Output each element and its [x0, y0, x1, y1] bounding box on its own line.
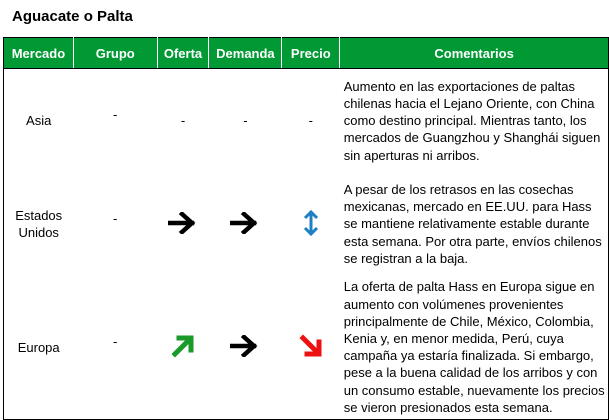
header-oferta: Oferta — [157, 38, 209, 69]
precio-cell — [282, 276, 340, 420]
arrow-up-right-icon — [171, 334, 195, 358]
table-row — [4, 276, 609, 420]
header-grupo: Grupo — [73, 38, 157, 69]
comment-cell: Aumento en las exportaciones de paltas chilenas hacia el Lejano Oriente, con China como destino principal. Mientras tanto, los mercados de Guangzhou y Shanghái siguen sin aperturas ni arribos. — [340, 69, 609, 173]
demanda-cell — [209, 69, 282, 173]
market-cell: Asia — [4, 69, 74, 173]
arrow-right-icon — [168, 212, 198, 234]
grupo-dash: - — [113, 210, 118, 226]
header-demanda: Demanda — [209, 38, 282, 69]
header-comentarios: Comentarios — [340, 38, 609, 69]
precio-cell — [282, 69, 340, 173]
comment-cell: A pesar de los retrasos en las cosechas mexicanas, mercado en EE.UU. para Hass se mantiene relativamente estable durante esta semana. Por otra parte, envíos chilenos se registran a la baja. — [340, 173, 609, 276]
market-cell: Estados Unidos — [4, 173, 74, 276]
oferta-cell — [157, 276, 209, 420]
table-header-row — [4, 38, 609, 69]
header-mercado: Mercado — [4, 38, 74, 69]
market-table — [3, 37, 609, 420]
demanda-dash: - — [243, 113, 248, 129]
grupo-cell — [73, 173, 157, 276]
market-cell: Europa — [4, 276, 74, 420]
arrow-up-down-icon — [303, 210, 319, 236]
precio-cell — [282, 173, 340, 276]
arrow-down-right-icon — [299, 334, 323, 358]
demanda-cell — [209, 173, 282, 276]
table-row — [4, 173, 609, 276]
arrow-right-icon — [230, 335, 260, 357]
oferta-cell — [157, 173, 209, 276]
grupo-dash: - — [113, 333, 118, 349]
grupo-cell — [73, 276, 157, 420]
comment-cell: La oferta de palta Hass en Europa sigue en aumento con volúmenes provenientes principalmente de Chile, México, Colombia, Kenia y, en menor medida, Perú, cuya campaña ya estaría finalizada. Si embargo, pese a la buena calidad de los arribos y con un consumo estable, nuevamente los precios se vieron presionados esta semana. — [340, 276, 609, 420]
header-precio: Precio — [282, 38, 340, 69]
grupo-cell — [73, 69, 157, 173]
page-title: Aguacate o Palta — [12, 8, 133, 25]
demanda-cell — [209, 276, 282, 420]
grupo-dash: - — [113, 107, 118, 123]
oferta-dash: - — [180, 113, 186, 129]
precio-dash: - — [308, 113, 313, 129]
arrow-right-icon — [230, 212, 260, 234]
table-row — [4, 69, 609, 173]
oferta-cell — [157, 69, 209, 173]
